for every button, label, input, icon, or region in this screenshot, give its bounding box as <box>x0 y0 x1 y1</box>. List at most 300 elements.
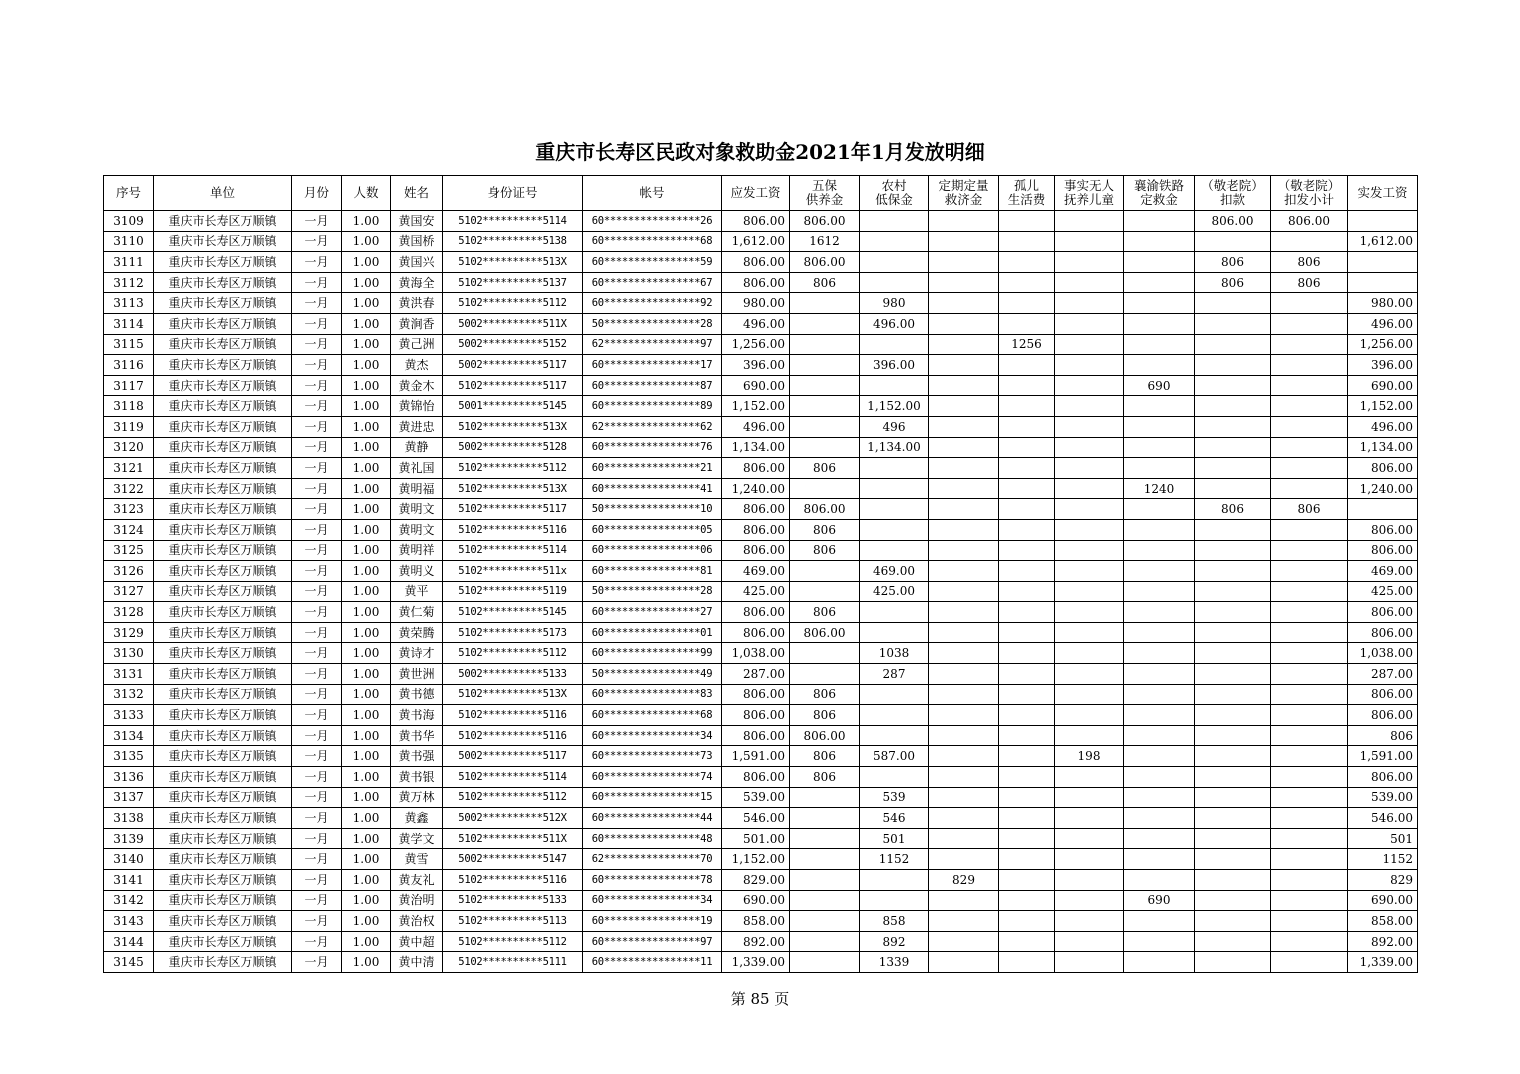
table-row <box>104 931 1418 952</box>
table-cell: 一月 <box>292 252 342 273</box>
table-cell <box>790 931 860 952</box>
table-cell <box>1124 767 1195 788</box>
table-row <box>104 355 1418 376</box>
table-cell: 一月 <box>292 787 342 808</box>
table-cell: 一月 <box>292 334 342 355</box>
table-cell: 一月 <box>292 437 342 458</box>
table-cell: 1.00 <box>342 787 391 808</box>
column-header: 人数 <box>342 176 391 211</box>
table-cell <box>1195 787 1271 808</box>
table-cell <box>1124 519 1195 540</box>
table-cell: 1.00 <box>342 725 391 746</box>
table-cell: 1.00 <box>342 622 391 643</box>
table-cell <box>1271 581 1348 602</box>
table-cell: 5102**********511x <box>443 561 583 582</box>
table-cell <box>999 416 1055 437</box>
table-cell: 1,152.00 <box>722 396 790 417</box>
table-cell <box>1195 478 1271 499</box>
table-cell: 5102**********5137 <box>443 272 583 293</box>
table-cell: 黄国桥 <box>391 231 443 252</box>
table-cell: 806.00 <box>722 272 790 293</box>
table-cell <box>1348 272 1418 293</box>
table-cell <box>929 355 999 376</box>
table-cell: 469.00 <box>860 561 929 582</box>
table-cell: 重庆市长寿区万顺镇 <box>154 664 292 685</box>
table-cell <box>1124 828 1195 849</box>
table-cell: 5002**********5152 <box>443 334 583 355</box>
table-cell: 806.00 <box>722 725 790 746</box>
table-cell: 一月 <box>292 272 342 293</box>
table-cell <box>1124 540 1195 561</box>
table-cell: 1.00 <box>342 313 391 334</box>
table-cell: 806 <box>790 684 860 705</box>
table-cell <box>929 684 999 705</box>
table-cell: 1.00 <box>342 828 391 849</box>
table-cell: 1,612.00 <box>1348 231 1418 252</box>
table-cell <box>790 416 860 437</box>
table-cell: 806 <box>790 519 860 540</box>
table-cell <box>1055 375 1124 396</box>
table-cell: 50****************28 <box>583 313 722 334</box>
table-cell: 重庆市长寿区万顺镇 <box>154 540 292 561</box>
table-cell: 1.00 <box>342 272 391 293</box>
table-cell: 3140 <box>104 849 154 870</box>
table-cell <box>999 581 1055 602</box>
table-cell <box>1124 581 1195 602</box>
table-row <box>104 334 1418 355</box>
table-cell: 一月 <box>292 375 342 396</box>
table-cell: 一月 <box>292 396 342 417</box>
table-cell: 1,152.00 <box>1348 396 1418 417</box>
table-cell: 5102**********5112 <box>443 643 583 664</box>
table-cell: 892.00 <box>722 931 790 952</box>
table-cell: 重庆市长寿区万顺镇 <box>154 643 292 664</box>
table-cell: 重庆市长寿区万顺镇 <box>154 396 292 417</box>
table-cell: 806.00 <box>722 211 790 232</box>
table-cell: 黄中超 <box>391 931 443 952</box>
table-cell: 5102**********5112 <box>443 458 583 479</box>
table-cell: 806.00 <box>1348 767 1418 788</box>
table-cell: 重庆市长寿区万顺镇 <box>154 684 292 705</box>
table-header-row <box>104 176 1418 211</box>
table-cell: 980 <box>860 293 929 314</box>
column-header: 帐号 <box>583 176 722 211</box>
table-cell <box>790 437 860 458</box>
table-cell: 3118 <box>104 396 154 417</box>
table-cell: 3137 <box>104 787 154 808</box>
table-row <box>104 561 1418 582</box>
table-cell: 黄平 <box>391 581 443 602</box>
table-cell: 5102**********5114 <box>443 767 583 788</box>
table-cell: 60****************05 <box>583 519 722 540</box>
table-cell: 一月 <box>292 561 342 582</box>
table-cell: 60****************21 <box>583 458 722 479</box>
table-cell: 3142 <box>104 890 154 911</box>
table-cell: 1,134.00 <box>1348 437 1418 458</box>
table-cell: 3111 <box>104 252 154 273</box>
table-cell: 60****************17 <box>583 355 722 376</box>
table-cell: 5102**********5117 <box>443 499 583 520</box>
table-cell <box>1348 252 1418 273</box>
table-cell: 1.00 <box>342 252 391 273</box>
table-cell: 496.00 <box>722 416 790 437</box>
table-row <box>104 272 1418 293</box>
table-cell: 黄友礼 <box>391 870 443 891</box>
table-cell <box>999 952 1055 973</box>
table-cell <box>1124 808 1195 829</box>
table-cell <box>1055 334 1124 355</box>
table-cell <box>1124 499 1195 520</box>
table-cell: 60****************78 <box>583 870 722 891</box>
table-cell <box>929 519 999 540</box>
table-cell <box>1124 602 1195 623</box>
table-cell: 重庆市长寿区万顺镇 <box>154 313 292 334</box>
relief-payment-table <box>103 175 1418 973</box>
table-cell <box>1195 458 1271 479</box>
column-header: 姓名 <box>391 176 443 211</box>
table-cell: 黄书德 <box>391 684 443 705</box>
table-cell <box>1195 911 1271 932</box>
table-row <box>104 313 1418 334</box>
table-cell: 806.00 <box>722 540 790 561</box>
table-cell <box>929 911 999 932</box>
table-cell: 黄书华 <box>391 725 443 746</box>
table-cell <box>1271 622 1348 643</box>
table-cell: 5102**********5119 <box>443 581 583 602</box>
table-cell: 5102**********5112 <box>443 293 583 314</box>
table-row <box>104 911 1418 932</box>
table-cell: 1.00 <box>342 602 391 623</box>
table-cell: 3144 <box>104 931 154 952</box>
table-row <box>104 828 1418 849</box>
table-cell: 806.00 <box>722 684 790 705</box>
table-cell: 重庆市长寿区万顺镇 <box>154 272 292 293</box>
table-cell <box>1195 643 1271 664</box>
table-cell: 一月 <box>292 458 342 479</box>
table-cell: 60****************26 <box>583 211 722 232</box>
table-cell: 3109 <box>104 211 154 232</box>
table-cell <box>999 890 1055 911</box>
table-row <box>104 211 1418 232</box>
table-cell <box>1055 519 1124 540</box>
table-cell <box>1124 746 1195 767</box>
table-cell <box>1271 911 1348 932</box>
table-row <box>104 664 1418 685</box>
table-cell <box>1195 334 1271 355</box>
table-cell <box>1195 437 1271 458</box>
table-cell: 1.00 <box>342 396 391 417</box>
table-cell: 5102**********513X <box>443 416 583 437</box>
table-cell: 重庆市长寿区万顺镇 <box>154 890 292 911</box>
table-row <box>104 478 1418 499</box>
table-cell: 60****************89 <box>583 396 722 417</box>
table-cell <box>790 808 860 829</box>
table-cell <box>1055 355 1124 376</box>
table-cell <box>929 705 999 726</box>
table-cell: 黄国安 <box>391 211 443 232</box>
table-cell <box>790 952 860 973</box>
table-cell <box>929 458 999 479</box>
table-cell <box>1055 952 1124 973</box>
table-cell: 黄静 <box>391 437 443 458</box>
table-cell <box>790 375 860 396</box>
table-cell: 黄明文 <box>391 519 443 540</box>
table-cell: 469.00 <box>722 561 790 582</box>
table-cell: 496.00 <box>860 313 929 334</box>
table-cell <box>1055 849 1124 870</box>
table-cell: 858.00 <box>722 911 790 932</box>
table-cell: 5102**********5138 <box>443 231 583 252</box>
table-cell <box>1195 828 1271 849</box>
table-cell: 60****************68 <box>583 231 722 252</box>
table-cell: 黄诗才 <box>391 643 443 664</box>
table-cell <box>1055 540 1124 561</box>
table-cell: 501 <box>860 828 929 849</box>
table-cell: 690 <box>1124 375 1195 396</box>
table-cell: 1.00 <box>342 540 391 561</box>
table-cell: 1.00 <box>342 478 391 499</box>
table-cell: 62****************62 <box>583 416 722 437</box>
table-cell: 重庆市长寿区万顺镇 <box>154 911 292 932</box>
table-row <box>104 458 1418 479</box>
table-cell <box>999 602 1055 623</box>
table-cell <box>860 519 929 540</box>
table-cell <box>1195 581 1271 602</box>
table-cell: 1.00 <box>342 952 391 973</box>
table-cell <box>860 540 929 561</box>
table-cell <box>790 664 860 685</box>
table-cell: 重庆市长寿区万顺镇 <box>154 519 292 540</box>
column-header: 身份证号 <box>443 176 583 211</box>
table-cell: 806 <box>790 540 860 561</box>
table-cell <box>1195 231 1271 252</box>
table-cell: 806.00 <box>722 705 790 726</box>
table-cell <box>1055 643 1124 664</box>
table-row <box>104 808 1418 829</box>
table-cell: 5002**********5128 <box>443 437 583 458</box>
table-cell: 3138 <box>104 808 154 829</box>
table-row <box>104 396 1418 417</box>
table-cell <box>1055 705 1124 726</box>
table-cell: 539 <box>860 787 929 808</box>
table-cell: 806.00 <box>722 499 790 520</box>
table-cell: 黄仁菊 <box>391 602 443 623</box>
table-cell: 1.00 <box>342 375 391 396</box>
table-cell: 一月 <box>292 643 342 664</box>
table-cell: 一月 <box>292 849 342 870</box>
table-cell <box>1055 808 1124 829</box>
table-cell <box>929 581 999 602</box>
table-cell <box>1271 355 1348 376</box>
table-cell: 539.00 <box>722 787 790 808</box>
table-cell <box>860 705 929 726</box>
table-cell: 黄世洲 <box>391 664 443 685</box>
table-cell: 3112 <box>104 272 154 293</box>
table-cell <box>1055 231 1124 252</box>
table-cell: 496.00 <box>722 313 790 334</box>
table-cell: 1.00 <box>342 416 391 437</box>
table-cell: 重庆市长寿区万顺镇 <box>154 458 292 479</box>
table-cell: 806.00 <box>790 499 860 520</box>
column-header: 单位 <box>154 176 292 211</box>
table-cell <box>1055 828 1124 849</box>
table-cell: 黄书强 <box>391 746 443 767</box>
table-cell: 黄书银 <box>391 767 443 788</box>
table-cell: 一月 <box>292 355 342 376</box>
table-cell: 287.00 <box>722 664 790 685</box>
table-cell: 5002**********511X <box>443 313 583 334</box>
table-cell <box>860 375 929 396</box>
table-cell: 1038 <box>860 643 929 664</box>
table-cell: 60****************34 <box>583 725 722 746</box>
table-row <box>104 725 1418 746</box>
table-cell <box>929 664 999 685</box>
table-cell: 806.00 <box>722 767 790 788</box>
table-cell <box>1271 664 1348 685</box>
table-cell: 496.00 <box>1348 313 1418 334</box>
table-cell: 806 <box>1271 252 1348 273</box>
table-cell: 1.00 <box>342 211 391 232</box>
table-cell <box>1124 622 1195 643</box>
table-cell: 60****************87 <box>583 375 722 396</box>
table-cell <box>1124 458 1195 479</box>
table-cell: 60****************59 <box>583 252 722 273</box>
table-cell <box>1055 725 1124 746</box>
table-cell <box>1055 890 1124 911</box>
table-cell: 3124 <box>104 519 154 540</box>
table-cell <box>1124 911 1195 932</box>
table-cell: 3134 <box>104 725 154 746</box>
table-cell <box>929 478 999 499</box>
table-cell <box>1271 705 1348 726</box>
table-cell: 5002**********5117 <box>443 746 583 767</box>
table-cell: 一月 <box>292 211 342 232</box>
table-cell: 1,152.00 <box>860 396 929 417</box>
table-cell: 1.00 <box>342 499 391 520</box>
table-cell: 1,256.00 <box>1348 334 1418 355</box>
table-cell: 5102**********5116 <box>443 870 583 891</box>
table-cell: 806.00 <box>722 622 790 643</box>
table-cell: 重庆市长寿区万顺镇 <box>154 952 292 973</box>
table-row <box>104 684 1418 705</box>
table-cell: 62****************97 <box>583 334 722 355</box>
table-cell: 一月 <box>292 870 342 891</box>
table-cell: 829 <box>1348 870 1418 891</box>
table-cell <box>1124 211 1195 232</box>
table-cell: 806.00 <box>1195 211 1271 232</box>
table-cell <box>929 787 999 808</box>
table-cell <box>999 725 1055 746</box>
table-row <box>104 375 1418 396</box>
table-cell <box>1124 787 1195 808</box>
table-cell <box>1271 293 1348 314</box>
table-cell: 黄国兴 <box>391 252 443 273</box>
table-cell: 1,038.00 <box>1348 643 1418 664</box>
table-cell: 858.00 <box>1348 911 1418 932</box>
table-cell <box>1055 478 1124 499</box>
table-cell <box>999 313 1055 334</box>
table-row <box>104 952 1418 973</box>
table-cell <box>1055 664 1124 685</box>
table-cell: 3135 <box>104 746 154 767</box>
table-cell <box>790 313 860 334</box>
table-cell: 重庆市长寿区万顺镇 <box>154 787 292 808</box>
table-cell: 一月 <box>292 808 342 829</box>
table-cell <box>999 746 1055 767</box>
table-cell: 3130 <box>104 643 154 664</box>
table-cell: 1,134.00 <box>860 437 929 458</box>
column-header: 襄渝铁路 定救金 <box>1124 176 1195 211</box>
table-cell: 1,134.00 <box>722 437 790 458</box>
table-cell <box>860 231 929 252</box>
column-header: 孤儿 生活费 <box>999 176 1055 211</box>
table-cell <box>999 705 1055 726</box>
table-row <box>104 293 1418 314</box>
table-cell: 重庆市长寿区万顺镇 <box>154 828 292 849</box>
table-cell: 1.00 <box>342 519 391 540</box>
table-row <box>104 581 1418 602</box>
table-cell: 1.00 <box>342 561 391 582</box>
table-cell: 806.00 <box>1348 602 1418 623</box>
table-cell <box>1195 313 1271 334</box>
table-cell <box>1055 581 1124 602</box>
table-cell <box>1195 931 1271 952</box>
table-cell <box>1124 849 1195 870</box>
table-cell: 50****************10 <box>583 499 722 520</box>
table-cell: 重庆市长寿区万顺镇 <box>154 622 292 643</box>
table-cell <box>1271 849 1348 870</box>
table-cell: 1,339.00 <box>1348 952 1418 973</box>
table-cell: 806 <box>1195 272 1271 293</box>
table-cell: 546.00 <box>1348 808 1418 829</box>
table-cell: 806 <box>790 272 860 293</box>
table-cell: 重庆市长寿区万顺镇 <box>154 581 292 602</box>
table-cell: 重庆市长寿区万顺镇 <box>154 561 292 582</box>
table-cell: 1339 <box>860 952 929 973</box>
table-cell: 425.00 <box>1348 581 1418 602</box>
table-cell <box>860 211 929 232</box>
table-cell: 806.00 <box>790 211 860 232</box>
table-cell <box>929 931 999 952</box>
table-cell: 546 <box>860 808 929 829</box>
table-cell <box>1271 890 1348 911</box>
table-cell: 396.00 <box>722 355 790 376</box>
table-cell: 黄书海 <box>391 705 443 726</box>
table-cell <box>860 890 929 911</box>
table-cell <box>1271 931 1348 952</box>
table-cell: 980.00 <box>722 293 790 314</box>
table-cell <box>999 499 1055 520</box>
table-cell: 1,612.00 <box>722 231 790 252</box>
table-cell <box>1055 437 1124 458</box>
table-cell <box>1055 293 1124 314</box>
table-cell: 1.00 <box>342 870 391 891</box>
table-cell <box>999 540 1055 561</box>
table-cell <box>929 746 999 767</box>
table-cell <box>860 499 929 520</box>
table-cell: 3131 <box>104 664 154 685</box>
table-cell: 5102**********5145 <box>443 602 583 623</box>
table-cell: 黄己洲 <box>391 334 443 355</box>
table-row <box>104 231 1418 252</box>
table-cell: 黄荣腾 <box>391 622 443 643</box>
table-cell <box>1195 293 1271 314</box>
table-cell <box>1271 437 1348 458</box>
table-cell: 60****************19 <box>583 911 722 932</box>
page-number: 第 85 页 <box>730 990 790 1008</box>
table-cell: 1,591.00 <box>1348 746 1418 767</box>
table-cell: 1152 <box>1348 849 1418 870</box>
